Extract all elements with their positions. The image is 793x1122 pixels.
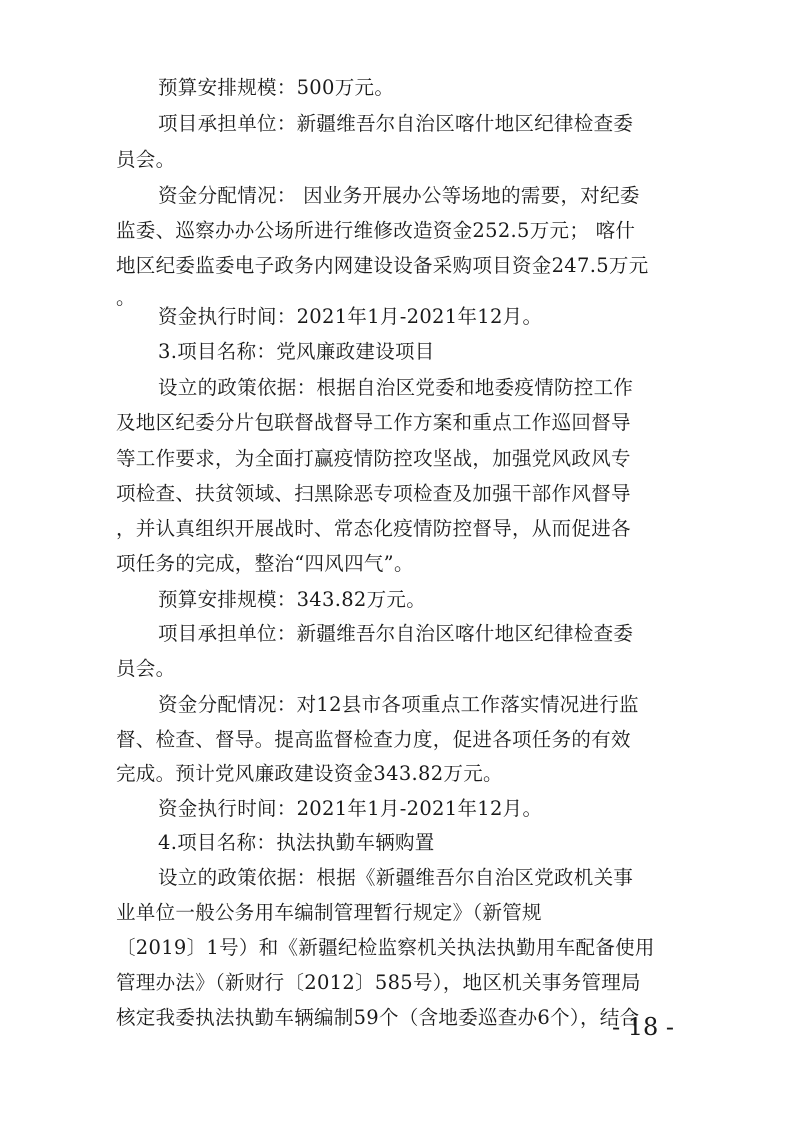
text-line: 地区纪委监委电子政务内网建设设备采购项目资金247.5万元	[116, 254, 649, 277]
text-line: 资金执行时间：2021年1月-2021年12月。	[158, 305, 543, 328]
text-line: 设立的政策依据：根据自治区党委和地委疫情防控工作	[158, 376, 634, 399]
text-line: 资金执行时间：2021年1月-2021年12月。	[158, 797, 543, 820]
text-line: 完成。预计党风廉政建设资金343.82万元。	[116, 762, 503, 785]
text-line: 预算安排规模：343.82万元。	[158, 588, 427, 611]
text-line: 预算安排规模：500万元。	[158, 76, 395, 99]
text-line: 项检查、扶贫领域、扫黑除恶专项检查及加强干部作风督导	[116, 482, 631, 505]
text-line: 督、检查、督导。提高监督检查力度，促进各项任务的有效	[116, 728, 631, 751]
text-line: 项目承担单位：新疆维吾尔自治区喀什地区纪律检查委	[158, 112, 634, 135]
text-line: 管理办法》（新财行〔2012〕585号），地区机关事务管理局	[116, 971, 641, 994]
text-line: 监委、巡察办办公场所进行维修改造资金252.5万元； 喀什	[116, 219, 636, 242]
text-line: 。	[116, 286, 136, 309]
text-line: 及地区纪委分片包联督战督导工作方案和重点工作巡回督导	[116, 411, 631, 434]
page-number: - 18 -	[612, 1013, 675, 1041]
text-line: 核定我委执法执勤车辆编制59个（含地委巡查办6个），结合	[116, 1006, 640, 1029]
text-line: 项任务的完成，整治“四风四气”。	[116, 552, 414, 575]
text-line: 设立的政策依据：根据《新疆维吾尔自治区党政机关事	[158, 866, 634, 889]
text-line: 〔2019〕1号）和《新疆纪检监察机关执法执勤用车配备使用	[116, 936, 655, 959]
text-line: 项目承担单位：新疆维吾尔自治区喀什地区纪律检查委	[158, 622, 634, 645]
text-line: 业单位一般公务用车编制管理暂行规定》（新管规	[116, 901, 542, 924]
text-line: 等工作要求，为全面打赢疫情防控攻坚战，加强党风政风专	[116, 447, 631, 470]
text-line: ，并认真组织开展战时、常态化疫情防控督导，从而促进各	[116, 517, 631, 540]
text-line: 员会。	[116, 657, 176, 680]
section-heading: 4.项目名称：执法执勤车辆购置	[158, 831, 435, 854]
section-heading: 3.项目名称：党风廉政建设项目	[158, 340, 435, 363]
text-line: 资金分配情况：对12县市各项重点工作落实情况进行监	[158, 693, 639, 716]
text-line: 员会。	[116, 148, 176, 171]
text-line: 资金分配情况： 因业务开展办公等场地的需要，对纪委	[158, 184, 640, 207]
